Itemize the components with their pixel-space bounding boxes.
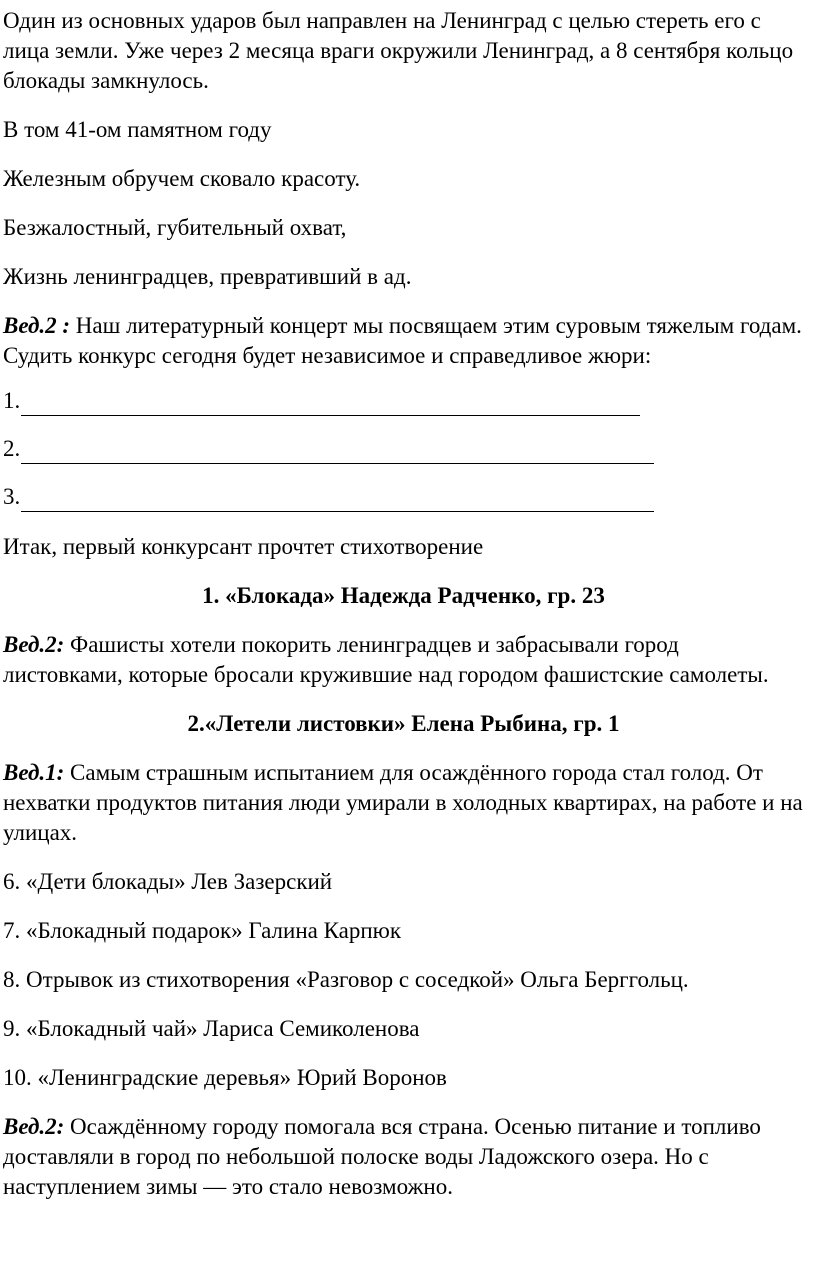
poem-line-1: В том 41-ом памятном году (3, 117, 272, 142)
ved2-jury-paragraph (3, 311, 804, 371)
speaker-label: Вед.2: (3, 1114, 65, 1139)
ved2-ladoga-paragraph (3, 1112, 804, 1202)
jury-number: 1. (3, 388, 21, 413)
speaker-label: Вед.2 : (3, 313, 71, 338)
poem-line-3: Безжалостный, губительный охват, (3, 215, 347, 240)
speaker-label: Вед.2: (3, 632, 65, 657)
paragraph-text: Самым страшным испытанием для осаждённого города стал голод. От нехватки продуктов питания люди умирали в холодных квартирах, на работе и на улицах. (3, 760, 803, 845)
paragraph-text: Фашисты хотели покорить ленинградцев и забрасывали город листовками, которые бросали кружившие над городом фашистские самолеты. (3, 632, 769, 687)
blank-underline (21, 439, 654, 464)
paragraph-text: Наш литературный концерт мы посвящаем этим суровым тяжелым годам. Судить конкурс сегодня будет независимое и справедливое жюри: (3, 313, 802, 368)
program-item-6: 6. «Дети блокады» Лев Зазерский (3, 869, 333, 894)
program-item-9: 9. «Блокадный чай» Лариса Семиколенова (3, 1016, 420, 1041)
ved1-hunger-paragraph (3, 758, 804, 848)
blank-underline (21, 391, 640, 416)
blank-underline (21, 487, 654, 512)
jury-line-3 (3, 482, 804, 512)
intro-paragraph: Один из основных ударов был направлен на Ленинград с целью стереть его с лица земли. Уже через 2 месяца враги окружили Ленинград, а 8 сентября кольцо блокады замкнулось. (3, 8, 794, 93)
speaker-label: Вед.1: (3, 760, 65, 785)
first-contestant-line: Итак, первый конкурсант прочтет стихотворение (3, 534, 484, 559)
performance-title-1: 1. «Блокада» Надежда Радченко, гр. 23 (202, 583, 605, 608)
paragraph-text: Осаждённому городу помогала вся страна. Осенью питание и топливо доставляли в город по небольшой полоске воды Ладожского озера. Но с наступлением зимы — это стало невозможно. (3, 1114, 761, 1199)
program-item-10: 10. «Ленинградские деревья» Юрий Воронов (3, 1065, 447, 1090)
program-item-8: 8. Отрывок из стихотворения «Разговор с соседкой» Ольга Берггольц. (3, 967, 689, 992)
jury-number: 2. (3, 436, 21, 461)
performance-title-2: 2.«Летели листовки» Елена Рыбина, гр. 1 (187, 711, 620, 736)
poem-line-4: Жизнь ленинградцев, превративший в ад. (3, 264, 412, 289)
poem-line-2: Железным обручем сковало красоту. (3, 166, 361, 191)
program-item-7: 7. «Блокадный подарок» Галина Карпюк (3, 918, 402, 943)
jury-line-1 (3, 386, 804, 416)
jury-line-2 (3, 434, 804, 464)
jury-number: 3. (3, 484, 21, 509)
ved2-leaflets-paragraph (3, 630, 804, 690)
